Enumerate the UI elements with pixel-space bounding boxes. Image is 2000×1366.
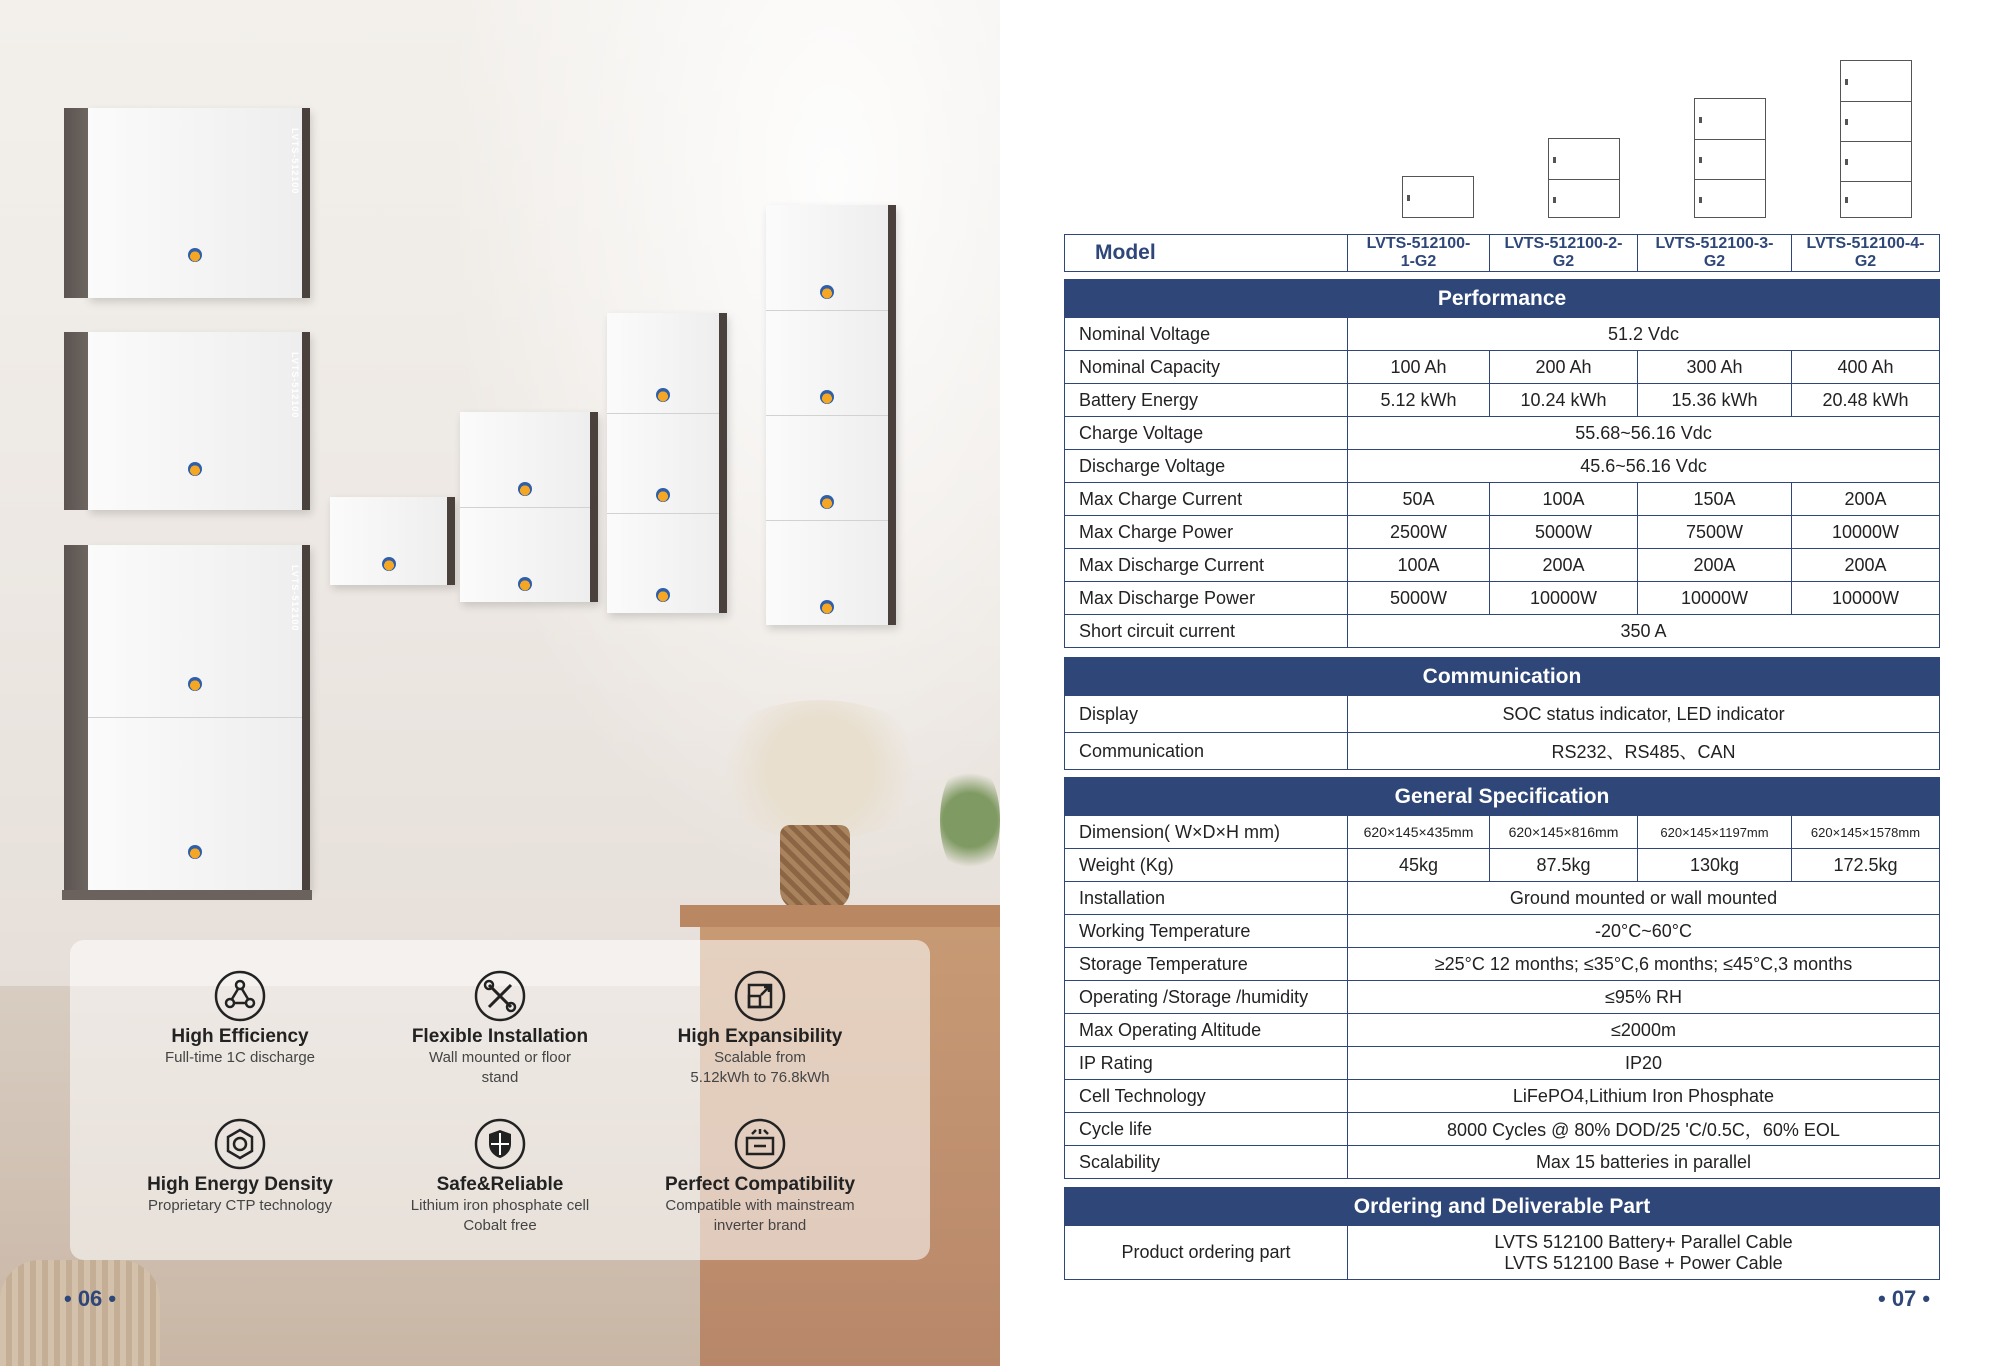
model-header-table [1064, 234, 1940, 272]
woven-vase [780, 825, 850, 910]
feature-desc: Full-time 1C discharge [164, 1049, 316, 1066]
page-number-left: • 06 • [64, 1286, 117, 1311]
spec-label: Display [1065, 696, 1348, 733]
spec-label: Cell Technology [1065, 1080, 1348, 1113]
feature-perfect-compatibility [640, 1118, 880, 1236]
battery-stack [88, 545, 310, 890]
expand-icon [734, 970, 786, 1022]
spec-value: 200A [1792, 483, 1940, 516]
feature-title: Flexible Installation [411, 1026, 589, 1047]
spec-label: Max Operating Altitude [1065, 1014, 1348, 1047]
spec-value: 2500W [1348, 516, 1490, 549]
battery-model-label: LVTS-512100 [290, 352, 300, 419]
feature-title: Perfect Compatibility [664, 1174, 856, 1195]
feature-title: Safe&Reliable [436, 1174, 564, 1195]
spec-value: 45.6~56.16 Vdc [1348, 450, 1940, 483]
feature-safe-reliable [380, 1118, 620, 1236]
spec-value: 20.48 kWh [1792, 384, 1940, 417]
spec-row [1065, 849, 1940, 882]
spec-row [1065, 351, 1940, 384]
feature-desc: Wall mounted or floor [428, 1049, 571, 1066]
battery-model-label: LVTS-512100 [290, 565, 300, 632]
ordering-table [1064, 1187, 1940, 1280]
spec-label: Max Discharge Power [1065, 582, 1348, 615]
spec-label: Nominal Voltage [1065, 318, 1348, 351]
spec-value: 200A [1792, 549, 1940, 582]
spec-row [1065, 318, 1940, 351]
spec-row [1065, 1014, 1940, 1047]
feature-desc: Proprietary CTP technology [148, 1197, 332, 1214]
battery-unit [88, 332, 310, 510]
spec-label: Product ordering part [1065, 1226, 1348, 1280]
spec-label: Max Discharge Current [1065, 549, 1348, 582]
spec-row [1065, 1113, 1940, 1146]
spec-value: 172.5kg [1792, 849, 1940, 882]
model-row [1065, 235, 1940, 272]
spec-row [1065, 516, 1940, 549]
spec-label: Nominal Capacity [1065, 351, 1348, 384]
spec-value: 620×145×1578mm [1792, 816, 1940, 849]
spec-label: Max Charge Current [1065, 483, 1348, 516]
spec-value: 7500W [1638, 516, 1792, 549]
spec-row [1065, 615, 1940, 648]
spec-value: 5000W [1490, 516, 1638, 549]
general-spec-table [1064, 777, 1940, 1179]
spec-value: 5000W [1348, 582, 1490, 615]
spec-value: 150A [1638, 483, 1792, 516]
spec-value: 5.12 kWh [1348, 384, 1490, 417]
spec-row [1065, 483, 1940, 516]
spec-value: Max 15 batteries in parallel [1348, 1146, 1940, 1179]
spec-value: 15.36 kWh [1638, 384, 1792, 417]
spec-value: Ground mounted or wall mounted [1348, 882, 1940, 915]
spec-value: 400 Ah [1792, 351, 1940, 384]
spec-label: Cycle life [1065, 1113, 1348, 1146]
table-top [680, 905, 1000, 927]
battery-unit [88, 108, 310, 298]
spec-value-group [1348, 1226, 1940, 1280]
feature-title: High Energy Density [147, 1174, 333, 1195]
spec-label: Scalability [1065, 1146, 1348, 1179]
model-name: LVTS-512100-3-G2 [1638, 235, 1792, 272]
feature-desc: Compatible with mainstream [665, 1197, 855, 1214]
spec-value: 620×145×435mm [1348, 816, 1490, 849]
compatibility-icon [734, 1118, 786, 1170]
feature-desc: 5.12kWh to 76.8kWh [690, 1069, 830, 1086]
spec-value: 100 Ah [1348, 351, 1490, 384]
feature-desc: inverter brand [713, 1217, 807, 1234]
woven-basket [0, 1260, 160, 1366]
spec-row [1065, 1146, 1940, 1179]
feature-title: High Efficiency [171, 1026, 309, 1047]
model-name: LVTS-512100-4-G2 [1792, 235, 1940, 272]
spec-value: RS232、RS485、CAN [1348, 733, 1940, 770]
feature-desc: Scalable from [714, 1049, 806, 1066]
spec-value: 55.68~56.16 Vdc [1348, 417, 1940, 450]
feature-desc: Cobalt free [463, 1217, 537, 1234]
spec-row [1065, 582, 1940, 615]
spec-value: 10000W [1490, 582, 1638, 615]
spec-label: Communication [1065, 733, 1348, 770]
communication-table [1064, 657, 1940, 770]
spec-value: IP20 [1348, 1047, 1940, 1080]
efficiency-icon [214, 970, 266, 1022]
section-header-ordering: Ordering and Deliverable Part [1065, 1188, 1940, 1226]
spec-label: Installation [1065, 882, 1348, 915]
spec-value: 50A [1348, 483, 1490, 516]
spec-value: 100A [1348, 549, 1490, 582]
spec-value: 10000W [1638, 582, 1792, 615]
feature-desc: Lithium iron phosphate cell [410, 1197, 590, 1214]
spec-label: Storage Temperature [1065, 948, 1348, 981]
spec-row [1065, 696, 1940, 733]
spec-row [1065, 981, 1940, 1014]
section-header-communication: Communication [1065, 658, 1940, 696]
spec-value: -20°C~60°C [1348, 915, 1940, 948]
spec-value: 200A [1638, 549, 1792, 582]
battery-stack-4 [766, 205, 896, 625]
spec-value: LVTS 512100 Battery+ Parallel Cable [1494, 1231, 1793, 1252]
spec-value: 350 A [1348, 615, 1940, 648]
dried-flowers [705, 700, 935, 840]
spec-value: ≥25°C 12 months; ≤35°C,6 months; ≤45°C,3 months [1348, 948, 1940, 981]
spec-value: ≤2000m [1348, 1014, 1940, 1047]
spec-row [1065, 948, 1940, 981]
battery-base [62, 890, 312, 900]
spec-label: Discharge Voltage [1065, 450, 1348, 483]
energy-density-icon [214, 1118, 266, 1170]
spec-value: 300 Ah [1638, 351, 1792, 384]
spec-row [1065, 816, 1940, 849]
model-label: Model [1065, 235, 1348, 272]
spec-value: 200A [1490, 549, 1638, 582]
cabinet-1-module-icon [1402, 176, 1474, 218]
spec-row [1065, 1047, 1940, 1080]
right-page [1000, 0, 2000, 1366]
spec-row [1065, 1226, 1940, 1280]
page-number-right: • 07 • [1878, 1286, 1931, 1311]
spec-value: 8000 Cycles @ 80% DOD/25 'C/0.5C，60% EOL [1348, 1113, 1940, 1146]
spec-label: Operating /Storage /humidity [1065, 981, 1348, 1014]
spec-label: Working Temperature [1065, 915, 1348, 948]
feature-high-efficiency [120, 970, 360, 1068]
feature-desc: stand [481, 1069, 519, 1086]
spec-label: Max Charge Power [1065, 516, 1348, 549]
feature-title: High Expansibility [677, 1026, 843, 1047]
shield-icon [474, 1118, 526, 1170]
spec-value: ≤95% RH [1348, 981, 1940, 1014]
spec-value: 45kg [1348, 849, 1490, 882]
performance-table [1064, 279, 1940, 648]
spec-row [1065, 450, 1940, 483]
spec-label: IP Rating [1065, 1047, 1348, 1080]
spec-value: LVTS 512100 Base + Power Cable [1504, 1252, 1783, 1273]
spec-row [1065, 733, 1940, 770]
spec-label: Short circuit current [1065, 615, 1348, 648]
spec-row [1065, 417, 1940, 450]
section-header-general: General Specification [1065, 778, 1940, 816]
spec-value: 200 Ah [1490, 351, 1638, 384]
spec-row [1065, 882, 1940, 915]
cabinet-4-module-icon [1840, 60, 1912, 218]
spec-value: LiFePO4,Lithium Iron Phosphate [1348, 1080, 1940, 1113]
battery-stack-1 [330, 497, 455, 585]
cabinet-2-module-icon [1548, 138, 1620, 218]
feature-panel [70, 940, 930, 1260]
spec-label: Dimension( W×D×H mm) [1065, 816, 1348, 849]
battery-stack-2 [460, 412, 598, 602]
feature-high-expansibility [640, 970, 880, 1088]
spec-value: 620×145×1197mm [1638, 816, 1792, 849]
battery-stack-3 [607, 313, 727, 613]
spec-value: 51.2 Vdc [1348, 318, 1940, 351]
spec-value: 130kg [1638, 849, 1792, 882]
spec-value: SOC status indicator, LED indicator [1348, 696, 1940, 733]
wrench-icon [474, 970, 526, 1022]
spec-value: 87.5kg [1490, 849, 1638, 882]
feature-high-energy-density [120, 1118, 360, 1216]
spec-row [1065, 1080, 1940, 1113]
model-name: LVTS-512100-2-G2 [1490, 235, 1638, 272]
spec-row [1065, 384, 1940, 417]
cabinet-3-module-icon [1694, 98, 1766, 218]
spec-row [1065, 549, 1940, 582]
spec-row [1065, 915, 1940, 948]
spec-value: 10000W [1792, 516, 1940, 549]
battery-model-label: LVTS-512100 [290, 128, 300, 195]
spec-label: Battery Energy [1065, 384, 1348, 417]
green-plant [940, 760, 1000, 880]
model-name: LVTS-512100-1-G2 [1348, 235, 1490, 272]
spec-value: 10000W [1792, 582, 1940, 615]
spec-value: 620×145×816mm [1490, 816, 1638, 849]
spec-label: Weight (Kg) [1065, 849, 1348, 882]
spec-value: 10.24 kWh [1490, 384, 1638, 417]
spec-label: Charge Voltage [1065, 417, 1348, 450]
section-header-performance: Performance [1065, 280, 1940, 318]
feature-flexible-installation [380, 970, 620, 1088]
spec-value: 100A [1490, 483, 1638, 516]
